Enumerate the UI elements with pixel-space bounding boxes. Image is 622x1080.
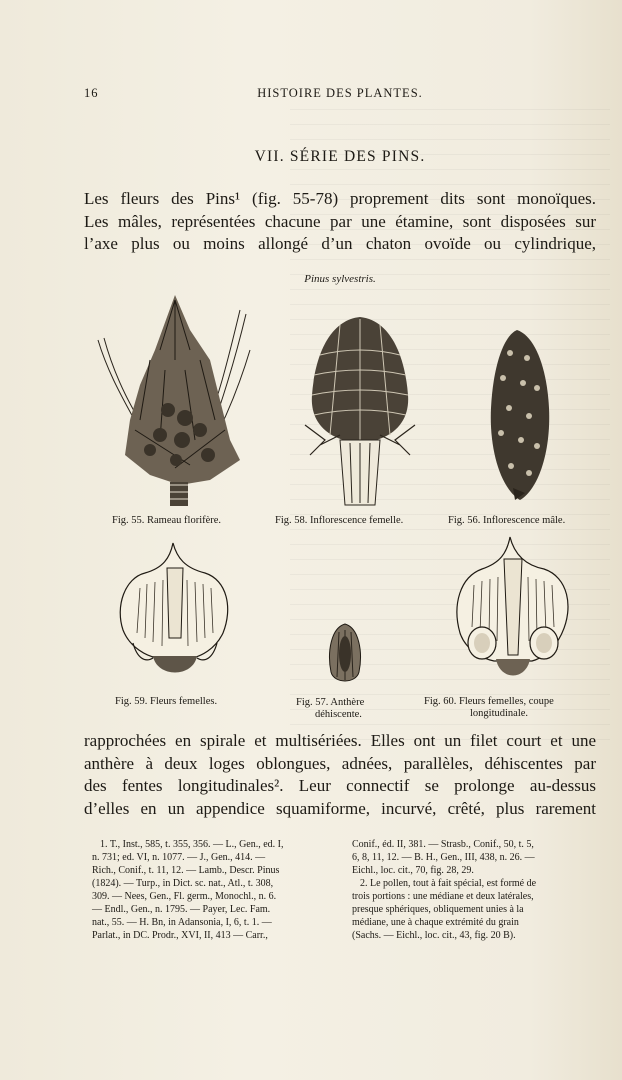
footnote-line: 309. — Nees, Gen., Fl. germ., Monochl., n. 6. bbox=[92, 891, 277, 902]
footnotes-right-column bbox=[352, 838, 598, 942]
footnote-line: médiane, une à chaque extrémité du grain bbox=[352, 917, 519, 928]
text-line: d’elles en un appendice squamiforme, incurvé, crêté, plus rarement bbox=[84, 798, 596, 818]
figure-57-illustration bbox=[325, 622, 365, 688]
section-title: VII. SÉRIE DES PINS. bbox=[254, 148, 426, 165]
figure-55-caption: Fig. 55. Rameau florifère. bbox=[112, 515, 222, 526]
footnote-line: trois portions : une médiane et deux latérales, bbox=[352, 891, 534, 902]
figure-59-illustration bbox=[115, 538, 235, 688]
footnote-line: — Endl., Gen., n. 1795. — Payer, Lec. Fam. bbox=[92, 904, 271, 915]
footnote-line: (1824). — Turp., in Dict. sc. nat., Atl., t. 308, bbox=[92, 878, 274, 889]
figure-60-caption-line1: Fig. 60. Fleurs femelles, coupe bbox=[424, 696, 554, 707]
footnote-line: (Sachs. — Eichl., loc. cit., 43, fig. 20 B). bbox=[352, 930, 516, 941]
figure-group-title: Pinus sylvestris. bbox=[304, 273, 376, 285]
footnotes-left-column bbox=[92, 838, 338, 942]
figure-60-caption-line2: longitudinale. bbox=[470, 708, 529, 719]
footnote-line: n. 731; ed. VI, n. 1077. — J., Gen., 414. — bbox=[92, 852, 266, 863]
text-line: Les fleurs des Pins¹ (fig. 55-78) proprement dits sont monoïques. bbox=[84, 189, 596, 208]
footnote-line: Conif., éd. II, 381. — Strasb., Conif., 50, t. 5, bbox=[352, 839, 534, 850]
footnote-line: Parlat., in DC. Prodr., XVI, II, 413 — Carr., bbox=[92, 930, 268, 941]
footnote-line: nat., 55. — H. Bn, in Adansonia, I, 6, t. 1. — bbox=[92, 917, 272, 928]
page-header bbox=[84, 86, 596, 104]
page-number: 16 bbox=[84, 86, 99, 100]
figure-58-caption: Fig. 58. Inflorescence femelle. bbox=[275, 515, 404, 526]
figure-56-illustration bbox=[485, 328, 555, 503]
paragraph-1 bbox=[84, 188, 596, 256]
figure-58-illustration bbox=[300, 315, 420, 510]
figure-57-caption-line2: déhiscente. bbox=[315, 709, 362, 720]
footnote-line: 2. Le pollen, tout à fait spécial, est formé de bbox=[360, 878, 537, 889]
figure-59-caption: Fig. 59. Fleurs femelles. bbox=[115, 696, 218, 707]
footnote-line: 6, 8, 11, 12. — B. H., Gen., III, 438, n. 26. — bbox=[352, 852, 535, 863]
text-line: anthère à deux loges oblongues, adnées, parallèles, déhiscentes par bbox=[84, 753, 596, 773]
text-line: Les mâles, représentées chacune par une étamine, sont disposées sur bbox=[84, 211, 596, 231]
figure-56-caption: Fig. 56. Inflorescence mâle. bbox=[448, 515, 566, 526]
figure-60-illustration bbox=[452, 535, 574, 690]
text-line: des fentes longitudinales². Leur connectif se prolonge au-dessus bbox=[84, 776, 596, 795]
footnote-line: Rich., Conif., t. 11, 12. — Lamb., Descr. Pinus bbox=[92, 865, 280, 876]
paragraph-2 bbox=[84, 730, 596, 820]
figure-57-caption-line1: Fig. 57. Anthère bbox=[296, 697, 365, 708]
footnote-line: presque sphériques, obliquement unies à la bbox=[352, 904, 524, 915]
footnote-line: 1. T., Inst., 585, t. 355, 356. — L., Gen., ed. I, bbox=[100, 839, 284, 850]
running-title: HISTOIRE DES PLANTES. bbox=[257, 86, 423, 100]
text-line: rapprochées en spirale et multisériées. Elles ont un filet court et une bbox=[84, 731, 596, 750]
text-line: l’axe plus ou moins allongé d’un chaton ovoïde ou cylindrique, bbox=[84, 234, 596, 253]
footnote-line: Eichl., loc. cit., 70, fig. 28, 29. bbox=[352, 865, 474, 876]
figure-55-illustration bbox=[90, 290, 258, 510]
